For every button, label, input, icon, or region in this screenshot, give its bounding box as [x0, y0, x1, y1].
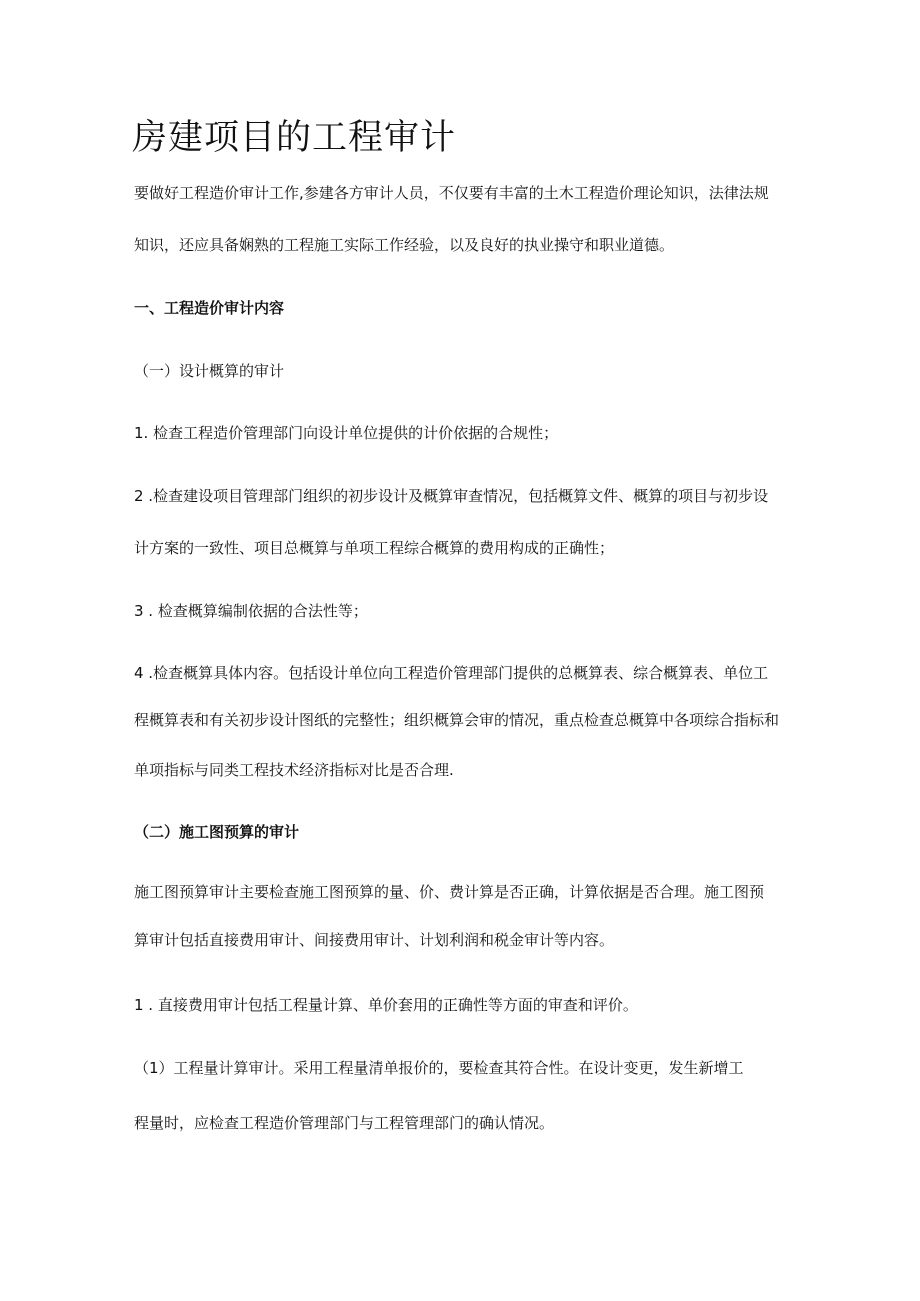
item2-line-2: 计方案的一致性、项目总概算与单项工程综合概算的费用构成的正确性；	[134, 539, 615, 557]
sub1-heading: （一）设计概算的审计	[134, 362, 285, 380]
item4-line-2: 程概算表和有关初步设计图纸的完整性；组织概算会审的情况，重点检查总概算中各项综合指标和	[134, 711, 780, 729]
item4-line-1: 4 .检查概算具体内容。包括设计单位向工程造价管理部门提供的总概算表、综合概算表、单位工	[134, 664, 769, 682]
item2-line-1: 2 .检查建设项目管理部门组织的初步设计及概算审查情况，包括概算文件、概算的项目与初步设	[134, 487, 769, 505]
sub2-item1-line: 1 . 直接费用审计包括工程量计算、单价套用的正确性等方面的审查和评价。	[134, 996, 638, 1014]
section1-heading: 一、工程造价审计内容	[134, 299, 285, 317]
sub2-item1-1-line-1: （1）工程量计算审计。采用工程量清单报价的，要检查其符合性。在设计变更，发生新增工	[134, 1059, 744, 1077]
item4-line-3: 单项指标与同类工程技术经济指标对比是否合理.	[134, 761, 454, 779]
item3-line: 3 . 检查概算编制依据的合法性等；	[134, 602, 368, 620]
sub2-intro-line-2: 算审计包括直接费用审计、间接费用审计、计划利润和税金审计等内容。	[134, 931, 615, 949]
sub2-heading: （二）施工图预算的审计	[134, 823, 300, 841]
intro-line-1: 要做好工程造价审计工作,参建各方审计人员，不仅要有丰富的土木工程造价理论知识，法律法规	[134, 184, 769, 202]
item1-line: 1. 检查工程造价管理部门向设计单位提供的计价依据的合规性；	[134, 424, 559, 442]
document-title: 房建项目的工程审计	[132, 118, 457, 158]
sub2-item1-1-line-2: 程量时，应检查工程造价管理部门与工程管理部门的确认情况。	[134, 1114, 555, 1132]
sub2-intro-line-1: 施工图预算审计主要检查施工图预算的量、价、费计算是否正确，计算依据是否合理。施工图预	[134, 883, 765, 901]
intro-line-2: 知识，还应具备娴熟的工程施工实际工作经验，以及良好的执业操守和职业道德。	[134, 236, 675, 254]
